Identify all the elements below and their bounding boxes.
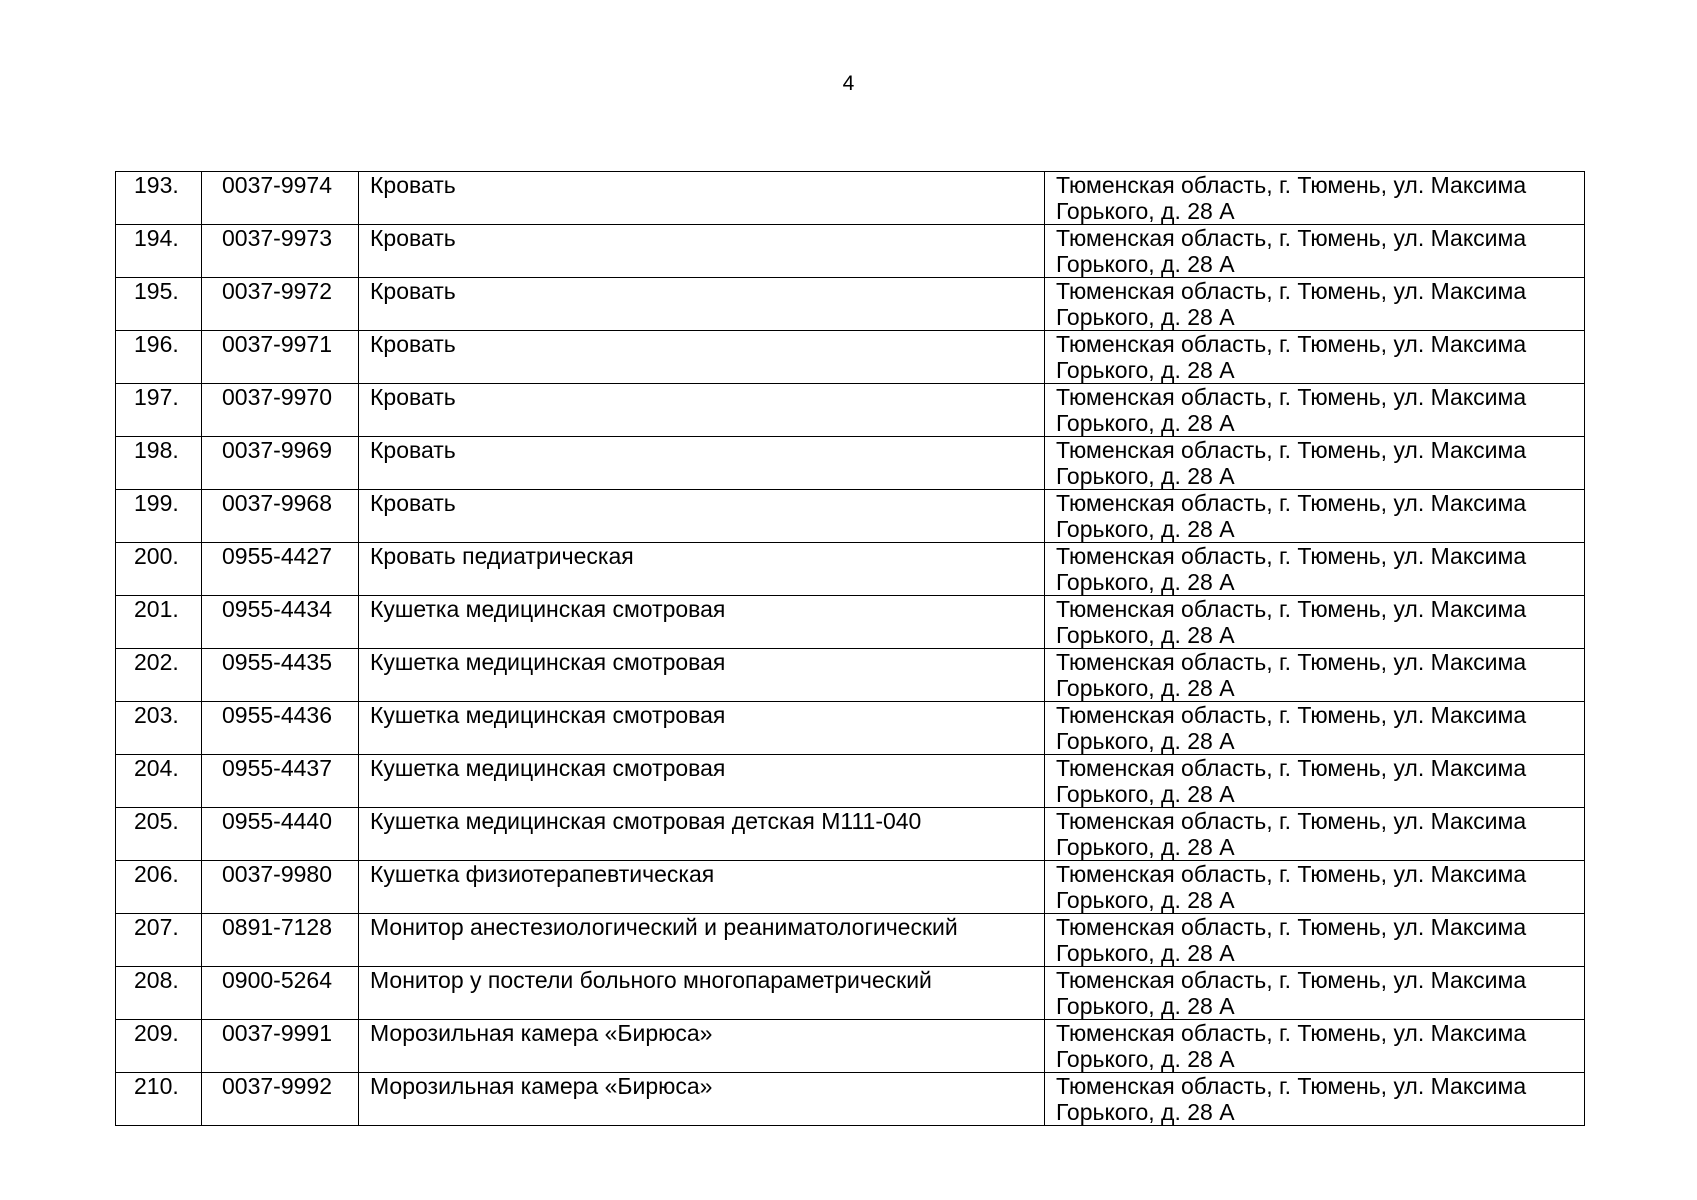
address-line-2: Горького, д. 28 А bbox=[1056, 251, 1235, 277]
row-number-cell: 210. bbox=[116, 1073, 202, 1126]
row-number-cell: 200. bbox=[116, 543, 202, 596]
address-line-2: Горького, д. 28 А bbox=[1056, 516, 1235, 542]
address-line-1: Тюменская область, г. Тюмень, ул. Максима bbox=[1056, 172, 1527, 198]
row-number-cell: 195. bbox=[116, 278, 202, 331]
address-cell bbox=[1045, 596, 1585, 649]
table-row bbox=[116, 755, 1585, 808]
address-line-2: Горького, д. 28 А bbox=[1056, 198, 1235, 224]
table-row bbox=[116, 861, 1585, 914]
address-cell bbox=[1045, 755, 1585, 808]
table-row bbox=[116, 331, 1585, 384]
page-number: 4 bbox=[842, 72, 855, 95]
address-line-1: Тюменская область, г. Тюмень, ул. Максима bbox=[1056, 278, 1527, 304]
inventory-code-cell: 0037-9972 bbox=[202, 278, 359, 331]
address-line-2: Горького, д. 28 А bbox=[1056, 622, 1235, 648]
address-line-2: Горького, д. 28 А bbox=[1056, 940, 1235, 966]
item-name-cell: Кровать bbox=[359, 331, 1045, 384]
address-cell bbox=[1045, 861, 1585, 914]
item-name-cell: Кушетка медицинская смотровая bbox=[359, 702, 1045, 755]
inventory-code-cell: 0037-9971 bbox=[202, 331, 359, 384]
address-cell bbox=[1045, 1020, 1585, 1073]
address-line-1: Тюменская область, г. Тюмень, ул. Максима bbox=[1056, 543, 1527, 569]
table-row bbox=[116, 914, 1585, 967]
item-name-cell: Кровать bbox=[359, 172, 1045, 225]
table-row bbox=[116, 543, 1585, 596]
address-cell bbox=[1045, 331, 1585, 384]
address-line-1: Тюменская область, г. Тюмень, ул. Максима bbox=[1056, 1020, 1527, 1046]
inventory-code-cell: 0955-4436 bbox=[202, 702, 359, 755]
row-number-cell: 197. bbox=[116, 384, 202, 437]
row-number-cell: 209. bbox=[116, 1020, 202, 1073]
row-number-cell: 199. bbox=[116, 490, 202, 543]
row-number-cell: 201. bbox=[116, 596, 202, 649]
table-row bbox=[116, 967, 1585, 1020]
table-row bbox=[116, 278, 1585, 331]
address-cell bbox=[1045, 278, 1585, 331]
table-row bbox=[116, 225, 1585, 278]
table-row bbox=[116, 649, 1585, 702]
table-row bbox=[116, 437, 1585, 490]
item-name-cell: Кровать bbox=[359, 384, 1045, 437]
address-line-1: Тюменская область, г. Тюмень, ул. Максима bbox=[1056, 384, 1527, 410]
item-name-cell: Морозильная камера «Бирюса» bbox=[359, 1073, 1045, 1126]
address-line-2: Горького, д. 28 А bbox=[1056, 304, 1235, 330]
address-cell bbox=[1045, 437, 1585, 490]
inventory-code-cell: 0037-9980 bbox=[202, 861, 359, 914]
inventory-code-cell: 0037-9969 bbox=[202, 437, 359, 490]
address-cell bbox=[1045, 967, 1585, 1020]
inventory-code-cell: 0037-9992 bbox=[202, 1073, 359, 1126]
address-line-1: Тюменская область, г. Тюмень, ул. Максима bbox=[1056, 649, 1527, 675]
address-cell bbox=[1045, 225, 1585, 278]
equipment-table-body bbox=[116, 172, 1585, 1126]
address-cell bbox=[1045, 384, 1585, 437]
inventory-code-cell: 0037-9974 bbox=[202, 172, 359, 225]
table-row bbox=[116, 490, 1585, 543]
inventory-code-cell: 0037-9991 bbox=[202, 1020, 359, 1073]
row-number-cell: 198. bbox=[116, 437, 202, 490]
row-number-cell: 207. bbox=[116, 914, 202, 967]
address-cell bbox=[1045, 808, 1585, 861]
address-line-2: Горького, д. 28 А bbox=[1056, 357, 1235, 383]
item-name-cell: Кушетка медицинская смотровая детская М111-040 bbox=[359, 808, 1045, 861]
address-line-2: Горького, д. 28 А bbox=[1056, 834, 1235, 860]
address-line-1: Тюменская область, г. Тюмень, ул. Максима bbox=[1056, 1073, 1527, 1099]
address-line-1: Тюменская область, г. Тюмень, ул. Максима bbox=[1056, 331, 1527, 357]
address-cell bbox=[1045, 172, 1585, 225]
inventory-code-cell: 0037-9968 bbox=[202, 490, 359, 543]
inventory-code-cell: 0900-5264 bbox=[202, 967, 359, 1020]
item-name-cell: Кровать bbox=[359, 278, 1045, 331]
address-line-1: Тюменская область, г. Тюмень, ул. Максима bbox=[1056, 437, 1527, 463]
address-line-1: Тюменская область, г. Тюмень, ул. Максима bbox=[1056, 808, 1527, 834]
item-name-cell: Кровать bbox=[359, 225, 1045, 278]
address-cell bbox=[1045, 702, 1585, 755]
item-name-cell: Кровать bbox=[359, 490, 1045, 543]
address-line-2: Горького, д. 28 А bbox=[1056, 1046, 1235, 1072]
inventory-code-cell: 0955-4440 bbox=[202, 808, 359, 861]
inventory-code-cell: 0955-4435 bbox=[202, 649, 359, 702]
address-line-2: Горького, д. 28 А bbox=[1056, 728, 1235, 754]
table-row bbox=[116, 1020, 1585, 1073]
address-line-2: Горького, д. 28 А bbox=[1056, 1099, 1235, 1125]
inventory-code-cell: 0955-4437 bbox=[202, 755, 359, 808]
inventory-code-cell: 0037-9973 bbox=[202, 225, 359, 278]
address-line-2: Горького, д. 28 А bbox=[1056, 781, 1235, 807]
row-number-cell: 202. bbox=[116, 649, 202, 702]
table-row bbox=[116, 172, 1585, 225]
row-number-cell: 204. bbox=[116, 755, 202, 808]
address-line-1: Тюменская область, г. Тюмень, ул. Максима bbox=[1056, 596, 1527, 622]
address-cell bbox=[1045, 1073, 1585, 1126]
address-line-2: Горького, д. 28 А bbox=[1056, 569, 1235, 595]
item-name-cell: Монитор анестезиологический и реаниматологический bbox=[359, 914, 1045, 967]
item-name-cell: Кровать педиатрическая bbox=[359, 543, 1045, 596]
row-number-cell: 193. bbox=[116, 172, 202, 225]
address-line-1: Тюменская область, г. Тюмень, ул. Максима bbox=[1056, 967, 1527, 993]
address-line-2: Горького, д. 28 А bbox=[1056, 410, 1235, 436]
table-row bbox=[116, 808, 1585, 861]
row-number-cell: 194. bbox=[116, 225, 202, 278]
item-name-cell: Кушетка физиотерапевтическая bbox=[359, 861, 1045, 914]
table-row bbox=[116, 1073, 1585, 1126]
address-line-2: Горького, д. 28 А bbox=[1056, 463, 1235, 489]
item-name-cell: Морозильная камера «Бирюса» bbox=[359, 1020, 1045, 1073]
row-number-cell: 203. bbox=[116, 702, 202, 755]
item-name-cell: Монитор у постели больного многопараметрический bbox=[359, 967, 1045, 1020]
row-number-cell: 205. bbox=[116, 808, 202, 861]
address-line-1: Тюменская область, г. Тюмень, ул. Максима bbox=[1056, 490, 1527, 516]
table-row bbox=[116, 384, 1585, 437]
equipment-table bbox=[115, 171, 1585, 1126]
row-number-cell: 208. bbox=[116, 967, 202, 1020]
address-line-1: Тюменская область, г. Тюмень, ул. Максима bbox=[1056, 755, 1527, 781]
inventory-code-cell: 0037-9970 bbox=[202, 384, 359, 437]
address-line-2: Горького, д. 28 А bbox=[1056, 675, 1235, 701]
address-cell bbox=[1045, 543, 1585, 596]
address-cell bbox=[1045, 649, 1585, 702]
address-line-1: Тюменская область, г. Тюмень, ул. Максима bbox=[1056, 702, 1527, 728]
address-line-1: Тюменская область, г. Тюмень, ул. Максима bbox=[1056, 861, 1527, 887]
inventory-code-cell: 0891-7128 bbox=[202, 914, 359, 967]
item-name-cell: Кровать bbox=[359, 437, 1045, 490]
address-cell bbox=[1045, 914, 1585, 967]
row-number-cell: 196. bbox=[116, 331, 202, 384]
inventory-code-cell: 0955-4434 bbox=[202, 596, 359, 649]
address-line-1: Тюменская область, г. Тюмень, ул. Максима bbox=[1056, 914, 1527, 940]
table-row bbox=[116, 702, 1585, 755]
item-name-cell: Кушетка медицинская смотровая bbox=[359, 596, 1045, 649]
address-line-1: Тюменская область, г. Тюмень, ул. Максима bbox=[1056, 225, 1527, 251]
address-line-2: Горького, д. 28 А bbox=[1056, 993, 1235, 1019]
inventory-code-cell: 0955-4427 bbox=[202, 543, 359, 596]
address-cell bbox=[1045, 490, 1585, 543]
item-name-cell: Кушетка медицинская смотровая bbox=[359, 649, 1045, 702]
row-number-cell: 206. bbox=[116, 861, 202, 914]
address-line-2: Горького, д. 28 А bbox=[1056, 887, 1235, 913]
table-row bbox=[116, 596, 1585, 649]
item-name-cell: Кушетка медицинская смотровая bbox=[359, 755, 1045, 808]
